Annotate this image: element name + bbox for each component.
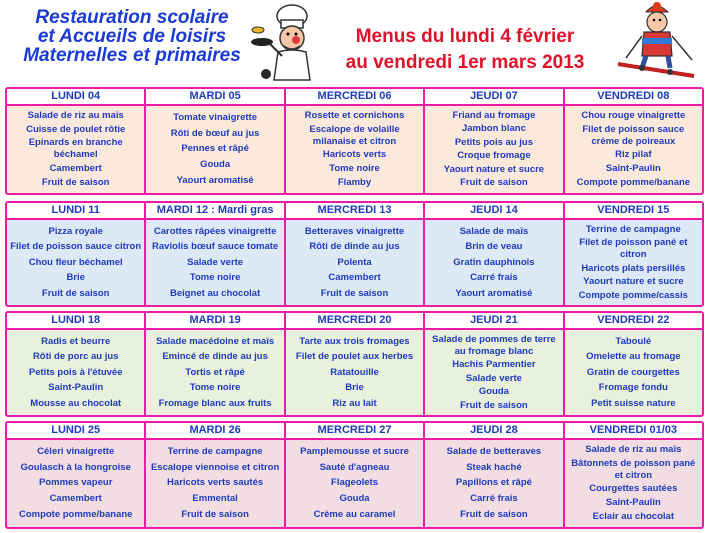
dish-item: Camembert — [49, 493, 102, 505]
day-column — [146, 89, 285, 193]
dish-item: Camembert — [328, 272, 381, 283]
dish-item: Petits pois à l'étuvée — [28, 366, 123, 378]
dish-item: Petits pois au jus — [454, 136, 533, 148]
day-column — [146, 203, 285, 305]
dish-list — [425, 330, 562, 415]
dish-item: Brie — [66, 272, 85, 283]
day-column — [7, 423, 146, 527]
dish-item: Pamplemousse et sucre — [300, 445, 409, 457]
day-header: VENDREDI 15 — [565, 203, 702, 220]
dish-item: Filet de poisson sauce citron — [10, 241, 142, 252]
dish-item: Saint-Paulin — [605, 163, 661, 175]
day-header: LUNDI 11 — [7, 203, 144, 220]
dish-item: Emmental — [192, 493, 238, 505]
dish-item: Tome noire — [329, 163, 380, 175]
day-column — [286, 423, 425, 527]
dish-list — [146, 440, 283, 527]
dish-list — [286, 220, 423, 305]
day-header: MARDI 12 : Mardi gras — [146, 203, 283, 220]
dish-item: Pommes vapeur — [39, 477, 113, 489]
dish-item: Ratatouille — [330, 366, 379, 378]
dish-item: Yaourt nature et sucre — [443, 163, 545, 175]
dish-item: Salade verte — [465, 372, 522, 384]
org-line-2: et Accueils de loisirs — [37, 26, 227, 47]
day-header: MARDI 05 — [146, 89, 283, 106]
dish-item: Jambon blanc — [461, 123, 526, 135]
dish-list — [286, 440, 423, 527]
day-column — [286, 313, 425, 415]
day-header: MARDI 19 — [146, 313, 283, 330]
dish-item: Salade de betteraves — [446, 445, 542, 457]
dish-item: Haricots verts sautés — [167, 477, 264, 489]
day-column — [425, 203, 564, 305]
dish-item: Carré frais — [470, 272, 518, 283]
dish-item: Saint-Paulin — [605, 497, 661, 509]
dish-item: Croque fromage — [457, 150, 531, 162]
dish-item: Haricots verts — [322, 149, 387, 161]
dish-item: Fromage blanc aux fruits — [158, 397, 272, 409]
dish-item: Rosette et cornichons — [304, 109, 405, 121]
dish-item: Yaourt aromatisé — [455, 287, 533, 299]
dish-list — [7, 330, 144, 415]
title-line-2: au vendredi 1er mars 2013 — [345, 52, 585, 73]
dish-item: Tome noire — [189, 272, 241, 283]
dish-list — [146, 330, 283, 415]
dish-item: Haricots plats persillés — [581, 262, 686, 274]
dish-list — [7, 440, 144, 527]
dish-list — [425, 106, 562, 193]
dish-item: Emincé de dinde au jus — [162, 351, 268, 362]
day-column — [7, 89, 146, 193]
day-column — [565, 423, 702, 527]
dish-item: Tarte aux trois fromages — [299, 335, 410, 347]
week-block — [5, 421, 704, 529]
menu-period-title — [335, 24, 595, 76]
dish-item: Compote pomme/cassis — [578, 289, 688, 301]
dish-item: Omelette au fromage — [586, 351, 681, 362]
dish-list — [286, 330, 423, 415]
dish-item: Salade de maïs — [459, 225, 529, 237]
day-header: MERCREDI 27 — [286, 423, 423, 440]
dish-item: Filet de poisson pané et citron — [579, 237, 688, 260]
dish-item: Escalope viennoise et citron — [150, 461, 280, 473]
dish-item: Beignet au chocolat — [169, 287, 261, 299]
dish-list — [565, 220, 702, 305]
week-block — [5, 87, 704, 195]
dish-item: Compote pomme/banane — [18, 509, 133, 521]
day-column — [7, 203, 146, 305]
dish-list — [565, 330, 702, 415]
week-block — [5, 311, 704, 417]
dish-item: Salade de riz au maïs — [27, 109, 124, 121]
dish-item: Papillons et râpé — [455, 477, 532, 489]
dish-item: Yaourt nature et sucre — [583, 276, 684, 287]
dish-item: Gratin dauphinois — [453, 256, 535, 268]
dish-item: Chou rouge vinaigrette — [581, 109, 686, 121]
dish-list — [565, 106, 702, 193]
day-header: LUNDI 04 — [7, 89, 144, 106]
dish-item: Tomate vinaigrette — [173, 111, 257, 123]
dish-item: Goulasch à la hongroise — [20, 461, 131, 473]
dish-item: Fruit de saison — [181, 509, 249, 521]
dish-item: Escalope de volaille milanaise et citron — [309, 123, 400, 147]
title-line-1: Menus du lundi 4 février — [355, 26, 575, 47]
dish-list — [7, 220, 144, 305]
day-column — [565, 89, 702, 193]
dish-item: Rôti de bœuf au jus — [170, 127, 260, 139]
dish-item: Riz pilaf — [615, 149, 652, 161]
day-column — [7, 313, 146, 415]
dish-item: Gratin de courgettes — [586, 366, 680, 378]
dish-item: Fruit de saison — [41, 177, 110, 189]
org-line-3: Maternelles et primaires — [23, 45, 241, 66]
dish-item: Camembert — [49, 163, 102, 175]
dish-item: Chou fleur béchamel — [28, 256, 123, 268]
dish-item: Tome noire — [189, 382, 241, 393]
dish-item: Fruit de saison — [460, 509, 528, 521]
dish-item: Pennes et râpé — [181, 143, 249, 155]
skier-illustration — [612, 2, 704, 80]
dish-item: Bâtonnets de poisson pané et citron — [571, 457, 696, 481]
dish-item: Riz au lait — [332, 397, 377, 409]
dish-list — [425, 440, 562, 527]
dish-item: Flamby — [337, 177, 372, 189]
dish-item: Radis et beurre — [41, 335, 111, 347]
dish-list — [286, 106, 423, 193]
day-header: JEUDI 07 — [425, 89, 562, 106]
dish-item: Filet de poulet aux herbes — [295, 351, 414, 362]
day-column — [565, 313, 702, 415]
dish-item: Fruit de saison — [460, 399, 528, 411]
day-column — [425, 313, 564, 415]
dish-item: Céleri vinaigrette — [37, 445, 115, 457]
dish-item: Petit suisse nature — [591, 397, 676, 409]
dish-item: Raviolis bœuf sauce tomate — [152, 241, 279, 252]
dish-item: Saint-Paulin — [48, 382, 104, 393]
dish-list — [425, 220, 562, 305]
dish-item: Courgettes sautées — [589, 483, 678, 495]
dish-item: Pizza royale — [48, 225, 103, 237]
dish-item: Gouda — [200, 159, 231, 171]
dish-item: Salade de pommes de terre au fromage blanc — [432, 333, 556, 357]
dish-item: Flageolets — [331, 477, 379, 489]
dish-item: Salade verte — [187, 256, 244, 268]
dish-item: Sauté d'agneau — [319, 461, 390, 473]
dish-item: Gouda — [478, 386, 509, 397]
dish-item: Rôti de dinde au jus — [309, 241, 400, 252]
dish-item: Yaourt aromatisé — [176, 175, 254, 187]
dish-item: Compote pomme/banane — [576, 177, 691, 189]
day-column — [425, 423, 564, 527]
dish-item: Steak haché — [466, 461, 522, 473]
day-header: VENDREDI 01/03 — [565, 423, 702, 440]
dish-item: Fruit de saison — [460, 177, 528, 189]
day-column — [425, 89, 564, 193]
dish-item: Mousse au chocolat — [30, 397, 122, 409]
dish-item: Carottes râpées vinaigrette — [153, 225, 277, 237]
day-header: JEUDI 21 — [425, 313, 562, 330]
dish-item: Epinards en branche béchamel — [28, 137, 123, 161]
dish-item: Fruit de saison — [320, 287, 389, 299]
dish-item: Salade macédoine et maïs — [155, 335, 275, 347]
dish-item: Brie — [345, 382, 364, 393]
dish-item: Salade de riz au maïs — [585, 443, 682, 455]
dish-item: Fruit de saison — [41, 287, 110, 299]
dish-item: Crème au caramel — [313, 509, 396, 521]
day-column — [286, 203, 425, 305]
org-line-1: Restauration scolaire — [35, 7, 229, 28]
dish-item: Brin de veau — [465, 241, 523, 252]
day-header: LUNDI 25 — [7, 423, 144, 440]
dish-list — [7, 106, 144, 193]
dish-item: Terrine de campagne — [585, 223, 681, 235]
week-block — [5, 201, 704, 307]
dish-item: Eclair au chocolat — [592, 511, 674, 523]
dish-item: Rôti de porc au jus — [32, 351, 119, 362]
day-column — [565, 203, 702, 305]
dish-list — [146, 106, 283, 193]
dish-item: Filet de poisson sauce crème de poireaux — [582, 123, 685, 147]
day-column — [146, 313, 285, 415]
dish-item: Carré frais — [470, 493, 518, 505]
organization-title — [12, 8, 252, 65]
dish-list — [565, 440, 702, 527]
dish-item: Friand au fromage — [452, 109, 536, 121]
chef-illustration — [248, 2, 338, 82]
dish-list — [146, 220, 283, 305]
dish-item: Taboulé — [615, 335, 652, 347]
day-header: JEUDI 14 — [425, 203, 562, 220]
dish-item: Fromage fondu — [598, 382, 668, 393]
day-header: MERCREDI 13 — [286, 203, 423, 220]
day-header: VENDREDI 08 — [565, 89, 702, 106]
dish-item: Tortis et râpé — [185, 366, 245, 378]
dish-item: Betteraves vinaigrette — [304, 225, 405, 237]
day-header: LUNDI 18 — [7, 313, 144, 330]
dish-item: Hachis Parmentier — [452, 359, 536, 370]
day-header: JEUDI 28 — [425, 423, 562, 440]
day-column — [286, 89, 425, 193]
day-header: MERCREDI 20 — [286, 313, 423, 330]
day-header: VENDREDI 22 — [565, 313, 702, 330]
dish-item: Gouda — [339, 493, 370, 505]
dish-item: Cuisse de poulet rôtie — [26, 123, 126, 135]
day-column — [146, 423, 285, 527]
day-header: MARDI 26 — [146, 423, 283, 440]
dish-item: Polenta — [337, 256, 372, 268]
day-header: MERCREDI 06 — [286, 89, 423, 106]
dish-item: Terrine de campagne — [167, 445, 263, 457]
